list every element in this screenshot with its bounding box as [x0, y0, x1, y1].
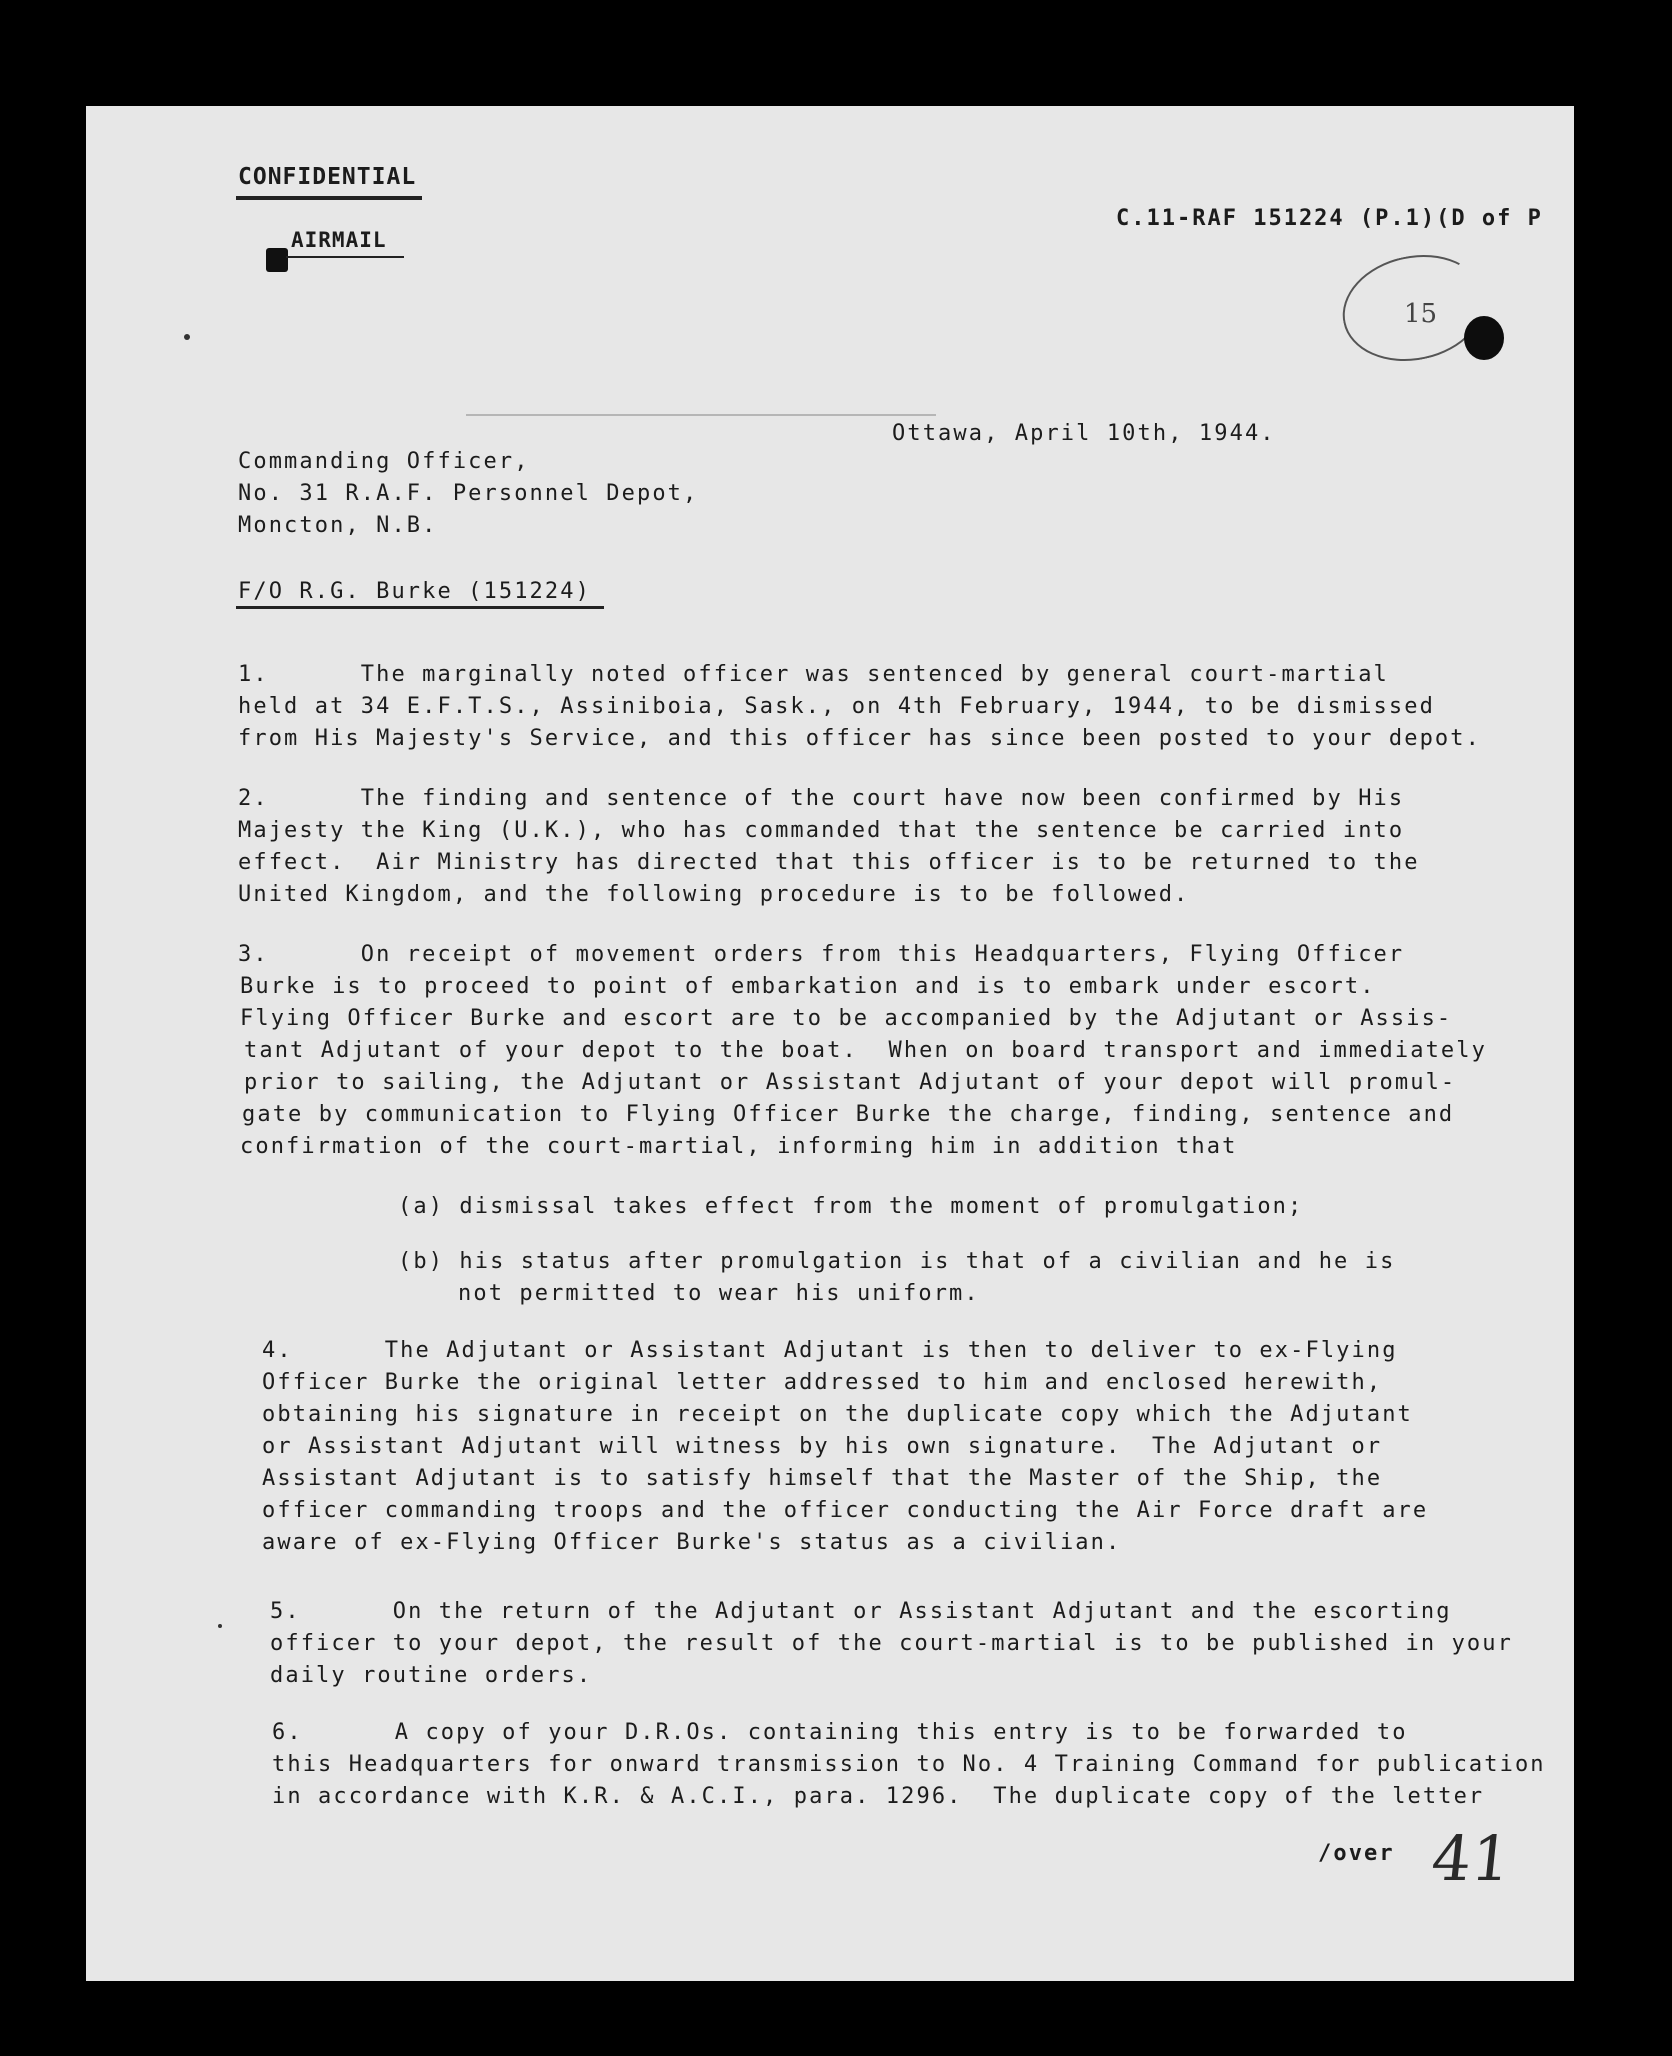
handwritten-circled-number: 15 [1404, 299, 1438, 329]
paragraph-3-line: confirmation of the court-martial, informing him in addition that [240, 1134, 1238, 1159]
paragraph-3-line: Burke is to proceed to point of embarkation and is to embark under escort. [240, 974, 1376, 999]
paragraph-4 [262, 1335, 1428, 1559]
addressee-line: No. 31 R.A.F. Personnel Depot, [238, 481, 699, 506]
date-line: Ottawa, April 10th, 1944. [892, 421, 1276, 446]
text-line: this Headquarters for onward transmission to No. 4 Training Command for publication [272, 1752, 1546, 1777]
text-line: from His Majesty's Service, and this officer has since been posted to your depot. [238, 726, 1481, 751]
paragraph-3-line: 3. On receipt of movement orders from this Headquarters, Flying Officer [238, 942, 1405, 967]
text-line: Assistant Adjutant is to satisfy himself that the Master of the Ship, the [262, 1466, 1383, 1491]
ink-blot [266, 248, 288, 272]
punch-hole [1464, 316, 1504, 360]
fold-line [466, 414, 936, 416]
speck [184, 334, 190, 340]
text-line: Officer Burke the original letter addressed to him and enclosed herewith, [262, 1370, 1383, 1395]
paragraph-3-line: Flying Officer Burke and escort are to be accompanied by the Adjutant or Assis- [240, 1006, 1453, 1031]
text-line: daily routine orders. [270, 1663, 593, 1688]
file-reference: C.11-RAF 151224 (P.1)(D of P [1116, 206, 1543, 231]
paragraph-1 [238, 659, 1481, 755]
paragraph-3-line: tant Adjutant of your depot to the boat. When on board transport and immediately [244, 1038, 1487, 1063]
subject-underline [236, 606, 604, 609]
paragraph-2 [238, 783, 1420, 911]
text-line: 4. The Adjutant or Assistant Adjutant is then to deliver to ex-Flying [262, 1338, 1398, 1363]
text-line: 2. The finding and sentence of the court have now been confirmed by His [238, 786, 1405, 811]
text-line: 6. A copy of your D.R.Os. containing this entry is to be forwarded to [272, 1720, 1408, 1745]
addressee-block [238, 446, 698, 542]
text-line: effect. Air Ministry has directed that this officer is to be returned to the [238, 850, 1420, 875]
text-line: United Kingdom, and the following procedure is to be followed. [238, 882, 1190, 907]
handwritten-page-number: 41 [1428, 1822, 1515, 1895]
airmail-underline [286, 256, 404, 258]
text-line: aware of ex-Flying Officer Burke's status as a civilian. [262, 1530, 1122, 1555]
list-item-b-continued: not permitted to wear his uniform. [458, 1281, 980, 1306]
addressee-line: Moncton, N.B. [238, 513, 438, 538]
text-line: officer commanding troops and the officer conducting the Air Force draft are [262, 1498, 1429, 1523]
text-line: officer to your depot, the result of the court-martial is to be published in your [270, 1631, 1513, 1656]
text-line: 1. The marginally noted officer was sentenced by general court-martial [238, 662, 1389, 687]
classification-label: CONFIDENTIAL [238, 164, 417, 190]
text-line: 5. On the return of the Adjutant or Assistant Adjutant and the escorting [270, 1599, 1452, 1624]
paragraph-6 [272, 1717, 1546, 1813]
list-item-b: (b) his status after promulgation is that of a civilian and he is [398, 1249, 1396, 1274]
paragraph-3-line: gate by communication to Flying Officer Burke the charge, finding, sentence and [242, 1102, 1455, 1127]
list-item-a: (a) dismissal takes effect from the moment of promulgation; [398, 1194, 1304, 1219]
subject-line: F/O R.G. Burke (151224) [238, 579, 591, 604]
document-page [86, 106, 1574, 1981]
addressee-line: Commanding Officer, [238, 449, 530, 474]
text-line: obtaining his signature in receipt on the duplicate copy which the Adjutant [262, 1402, 1413, 1427]
text-line: held at 34 E.F.T.S., Assiniboia, Sask., on 4th February, 1944, to be dismissed [238, 694, 1435, 719]
paragraph-5 [270, 1596, 1513, 1692]
paragraph-3-line: prior to sailing, the Adjutant or Assistant Adjutant of your depot will promul- [244, 1070, 1457, 1095]
continuation-note: /over [1318, 1841, 1395, 1866]
speck [218, 1624, 222, 1628]
airmail-label: AIRMAIL [291, 228, 387, 252]
text-line: in accordance with K.R. & A.C.I., para. 1296. The duplicate copy of the letter [272, 1784, 1485, 1809]
text-line: or Assistant Adjutant will witness by his own signature. The Adjutant or [262, 1434, 1383, 1459]
classification-underline [236, 196, 422, 200]
text-line: Majesty the King (U.K.), who has commanded that the sentence be carried into [238, 818, 1405, 843]
